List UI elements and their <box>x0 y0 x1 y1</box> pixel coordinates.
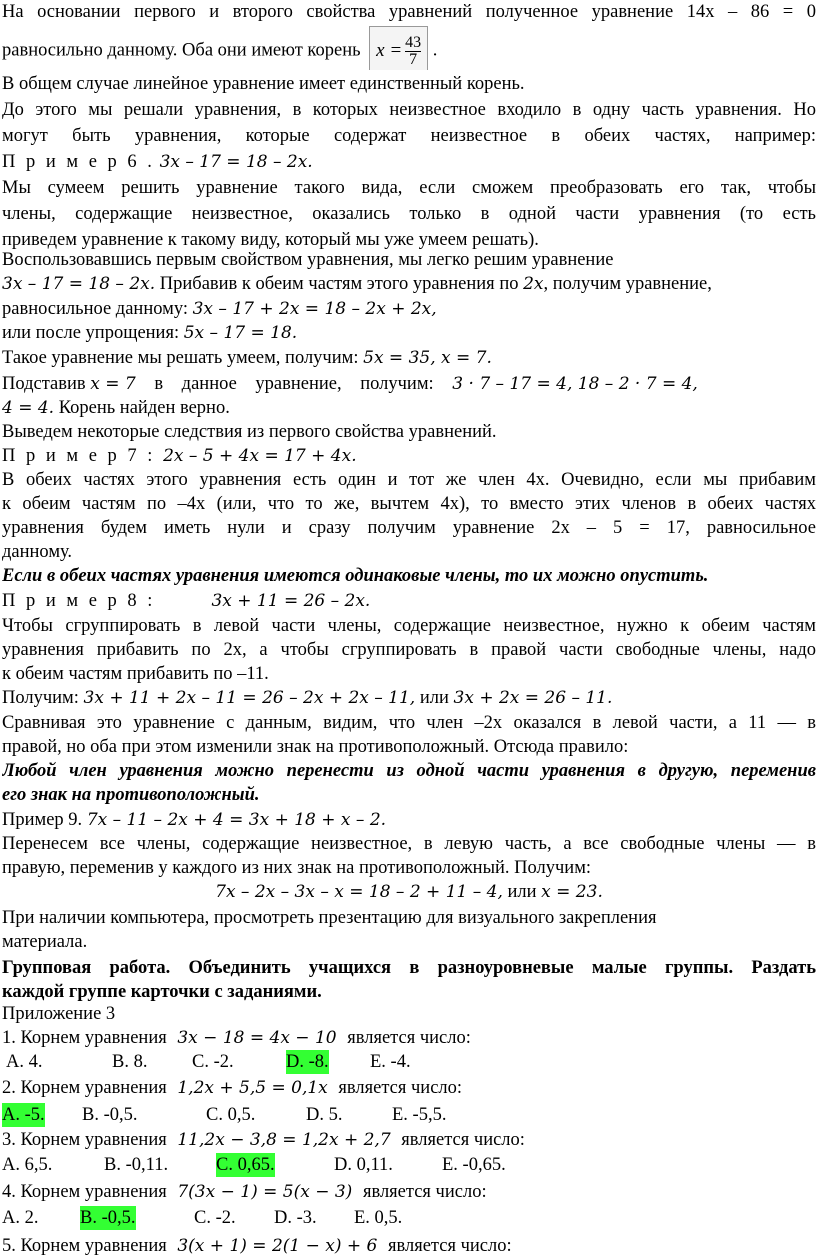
paragraph-line <box>2 272 816 296</box>
paragraph-line <box>2 346 816 370</box>
option-c[interactable]: C. -2. <box>194 1208 236 1228</box>
math-expression: 3x + 11 = 26 – 2x. <box>211 591 371 611</box>
paragraph-line: Чтобы сгруппировать в левой части члены, содержащие неизвестное, нужно к обеим частям <box>2 616 816 636</box>
question-5 <box>2 1234 816 1258</box>
math-expression: 5x = 35, x = 7. <box>363 348 492 368</box>
text: равносильное данному: <box>2 299 193 319</box>
option-e[interactable]: E. -0,65. <box>442 1155 506 1175</box>
math-expression: 3x – 17 = 18 – 2x. <box>159 152 313 172</box>
text: , получим уравнение, <box>543 274 712 294</box>
fraction-numerator: 43 <box>405 33 422 51</box>
question-prefix: 3. Корнем уравнения <box>2 1130 167 1150</box>
fraction-image <box>369 26 428 70</box>
example-label: П р и м е р 6 . <box>2 152 155 172</box>
question-prefix: 1. Корнем уравнения <box>2 1028 167 1048</box>
question-equation: 3x − 18 = 4x − 10 <box>177 1028 337 1048</box>
fraction-denominator: 7 <box>409 50 418 68</box>
paragraph-line <box>2 589 816 613</box>
paragraph-line: В общем случае линейное уравнение имеет единственный корень. <box>2 74 525 94</box>
rule-statement: Если в обеих частях уравнения имеются одинаковые члены, то их можно опустить. <box>2 566 709 586</box>
paragraph-line: При наличии компьютера, просмотреть презентацию для визуального закрепления <box>2 908 657 928</box>
example-label: П р и м е р 7 : <box>2 446 164 466</box>
text: Подставив <box>2 374 91 394</box>
rule-statement: Любой член уравнения можно перенести из одной части уравнения в другую, переменив <box>2 761 816 781</box>
paragraph-line: каждой группе карточки с заданиями. <box>2 982 322 1002</box>
question-2 <box>2 1076 816 1100</box>
paragraph-line <box>2 880 816 904</box>
paragraph-line: На основании первого и второго свойства уравнений полученное уравнение 14x – 86 = 0 <box>2 2 816 22</box>
question-2-options <box>2 1103 816 1127</box>
option-b-correct[interactable]: B. -0,5. <box>80 1208 136 1228</box>
math-expression: 3x + 11 + 2x – 11 = 26 – 2x + 2x – 11, <box>83 688 416 708</box>
paragraph-line <box>2 396 816 420</box>
option-a[interactable]: A. 4. <box>6 1052 43 1072</box>
question-equation: 11,2x − 3,8 = 1,2x + 2,7 <box>177 1130 391 1150</box>
paragraph-line: материала. <box>2 932 88 952</box>
math-expression: 3x – 17 = 18 – 2x. <box>2 274 156 294</box>
question-1 <box>2 1026 816 1050</box>
text: Корень найден верно. <box>54 398 230 418</box>
math-expression: 2x – 5 + 4x = 17 + 4x. <box>163 446 357 466</box>
paragraph-line <box>2 956 816 980</box>
paragraph-line: Выведем некоторые следствия из первого свойства уравнений. <box>2 422 497 442</box>
math-expression: x = 23. <box>541 882 603 902</box>
math-expression: 3x + 2x = 26 – 11. <box>453 688 613 708</box>
option-b[interactable]: B. -0,5. <box>82 1105 138 1125</box>
example-label: П р и м е р 8 : <box>2 591 156 611</box>
paragraph-line: к обеим частям по –4x (или, что то же, вычтем 4x), то вместо этих членов в обеих частях <box>2 494 816 514</box>
question-3 <box>2 1128 816 1152</box>
option-e[interactable]: E. -5,5. <box>392 1105 447 1125</box>
fraction-lhs: x = <box>376 40 403 61</box>
question-suffix: является число: <box>362 1182 487 1202</box>
text: Получим: <box>2 688 84 708</box>
option-a[interactable]: A. 6,5. <box>2 1155 53 1175</box>
paragraph-line: могут быть уравнения, которые содержат неизвестное в обеих частях, например: <box>2 126 816 146</box>
question-4-options <box>2 1206 816 1230</box>
paragraph-line: уравнения прибавить по 2x, а чтобы сгруппировать в правой части свободные члены, надо <box>2 640 816 660</box>
question-prefix: 2. Корнем уравнения <box>2 1078 167 1098</box>
appendix-title: Приложение 3 <box>2 1004 116 1024</box>
option-a[interactable]: A. 2. <box>2 1208 39 1228</box>
paragraph-line <box>2 26 816 70</box>
text: Такое уравнение мы решать умеем, получим: <box>2 348 364 368</box>
text: . <box>432 40 438 61</box>
text: или <box>502 882 542 902</box>
paragraph-line: члены, содержащие неизвестное, оказались только в одной части уравнения (то есть <box>2 204 816 224</box>
paragraph-line: До этого мы решали уравнения, в которых неизвестное входило в одну часть уравнения. Но <box>2 100 816 120</box>
question-suffix: является число: <box>387 1236 512 1256</box>
paragraph-line: данному. <box>2 542 73 562</box>
option-e[interactable]: E. -4. <box>370 1052 411 1072</box>
paragraph-line <box>2 808 816 832</box>
option-c[interactable]: C. 0,5. <box>206 1105 256 1125</box>
option-d[interactable]: D. 5. <box>306 1105 343 1125</box>
math-expression: 3 · 7 – 17 = 4, 18 – 2 · 7 = 4, <box>452 374 698 394</box>
question-4 <box>2 1180 816 1204</box>
paragraph-line <box>2 150 816 174</box>
math-expression: 5x – 17 = 18. <box>183 323 298 343</box>
paragraph-line: к обеим частям прибавить по –11. <box>2 664 269 684</box>
question-equation: 1,2x + 5,5 = 0,1x <box>177 1078 328 1098</box>
text: или <box>415 688 454 708</box>
math-expression: 4 = 4. <box>2 398 55 418</box>
option-c-correct[interactable]: C. 0,65. <box>216 1155 275 1175</box>
paragraph-line <box>2 444 816 468</box>
option-e[interactable]: E. 0,5. <box>354 1208 403 1228</box>
option-b[interactable]: B. 8. <box>112 1052 148 1072</box>
math-expression: 3x – 17 + 2x = 18 – 2x + 2x, <box>192 299 437 319</box>
text: в данное уравнение, получим: <box>135 374 453 394</box>
question-suffix: является число: <box>338 1078 463 1098</box>
question-3-options <box>2 1153 816 1177</box>
question-equation: 7(3x − 1) = 5(x − 3) <box>177 1182 353 1202</box>
paragraph-line: Воспользовавшись первым свойством уравнения, мы легко решим уравнение <box>2 250 614 270</box>
option-d-correct[interactable]: D. -8. <box>286 1052 329 1072</box>
option-d[interactable]: D. 0,11. <box>334 1155 393 1175</box>
paragraph-line: В обеих частях этого уравнения есть один и тот же член 4x. Очевидно, если мы прибавим <box>2 470 816 490</box>
paragraph-line: приведем уравнение к такому виду, который мы уже умеем решать). <box>2 230 539 250</box>
text: Пример 9. <box>2 810 87 830</box>
text: Объединить учащихся в разноуровневые малые группы. Раздать <box>170 958 816 978</box>
math-expression: 7x – 2x – 3x – x = 18 – 2 + 11 – 4, <box>215 882 503 902</box>
option-b[interactable]: B. -0,11. <box>104 1155 169 1175</box>
text: Прибавив к обеим частям этого уравнения по <box>155 274 524 294</box>
text: равносильно данному. Оба они имеют корень <box>2 40 361 61</box>
question-suffix: является число: <box>401 1130 525 1150</box>
paragraph-line: Перенесем все члены, содержащие неизвестное, в левую часть, а все свободные члены — в <box>2 834 816 854</box>
rule-statement: его знак на противоположный. <box>2 785 260 805</box>
paragraph-line <box>2 297 816 321</box>
question-suffix: является число: <box>347 1028 471 1048</box>
section-heading: Групповая работа. <box>2 958 171 978</box>
option-d[interactable]: D. -3. <box>274 1208 317 1228</box>
question-1-options <box>2 1050 816 1074</box>
paragraph-line: правую, переменив у каждого из них знак на противоположный. Получим: <box>2 858 592 878</box>
paragraph-line <box>2 686 816 710</box>
math-expression: x = 7 <box>90 374 136 394</box>
paragraph-line <box>2 321 816 345</box>
question-equation: 3(x + 1) = 2(1 − x) + 6 <box>177 1236 378 1256</box>
math-expression: 7x – 11 – 2x + 4 = 3x + 18 + x – 2. <box>86 810 387 830</box>
paragraph-line: правой, но оба при этом изменили знак на противоположный. Отсюда правило: <box>2 737 629 757</box>
math-expression: 2x <box>523 274 544 294</box>
paragraph-line <box>2 372 816 396</box>
text: или после упрощения: <box>2 323 184 343</box>
question-prefix: 5. Корнем уравнения <box>2 1236 167 1256</box>
option-a-correct[interactable]: A. -5. <box>2 1105 45 1125</box>
question-prefix: 4. Корнем уравнения <box>2 1182 167 1202</box>
option-c[interactable]: C. -2. <box>192 1052 234 1072</box>
paragraph-line: уравнения будем иметь нули и сразу получим уравнение 2x – 5 = 17, равносильное <box>2 518 816 538</box>
paragraph-line: Сравнивая это уравнение с данным, видим, что член –2x оказался в левой части, а 11 — в <box>2 713 816 733</box>
paragraph-line: Мы сумеем решить уравнение такого вида, если сможем преобразовать его так, чтобы <box>2 178 816 198</box>
